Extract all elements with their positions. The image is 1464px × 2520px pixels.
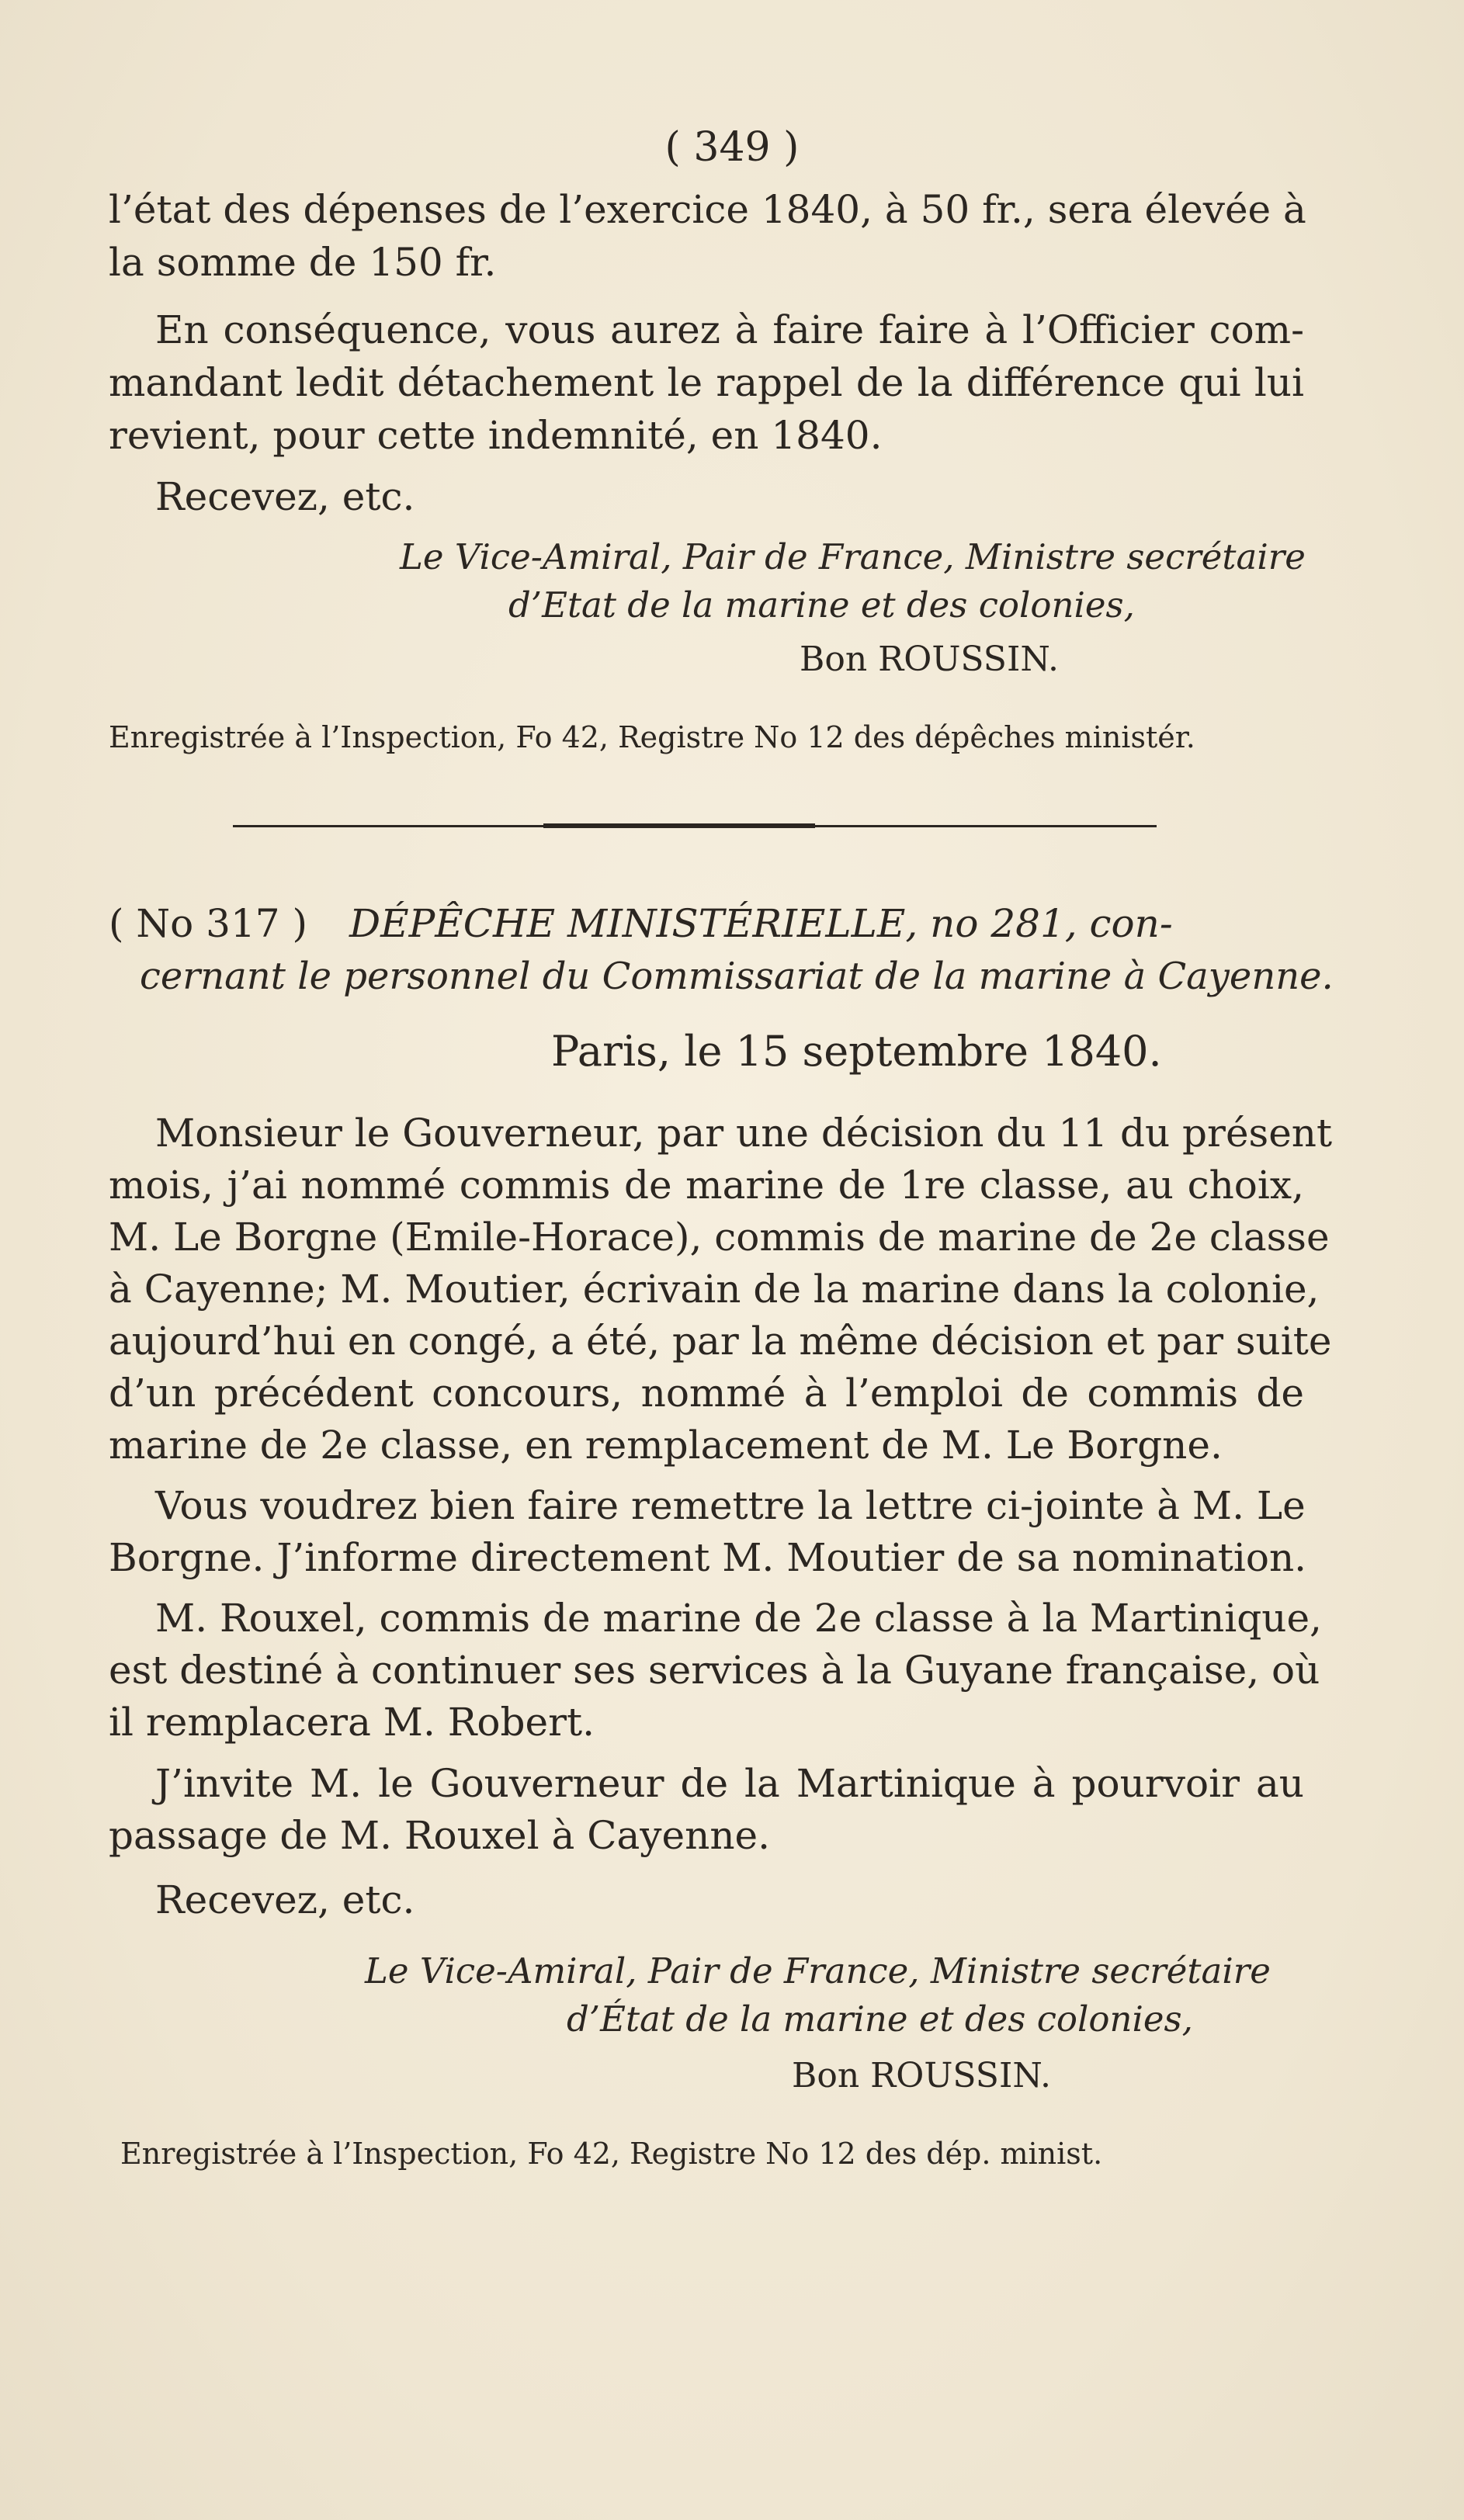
text-line: passage de M. Rouxel à Cayenne. bbox=[109, 1813, 771, 1858]
registration-note: Enregistrée à l’Inspection, Fo 42, Registre No 12 des dép. minist. bbox=[120, 2137, 1103, 2171]
dispatch-number: ( No 317 ) bbox=[109, 901, 307, 946]
text-line: M. Le Borgne (Emile-Horace), commis de marine de 2e classe bbox=[109, 1215, 1330, 1260]
dispatch-title: cernant le personnel du Commissariat de la marine à Cayenne. bbox=[140, 955, 1334, 998]
signature-title: Le Vice-Amiral, Pair de France, Ministre secrétaire bbox=[365, 1950, 1271, 1991]
text-line: M. Rouxel, commis de marine de 2e classe à la Martinique, bbox=[155, 1596, 1322, 1641]
text-line: En conséquence, vous aurez à faire faire à l’Officier com- bbox=[155, 307, 1304, 352]
text-line: à Cayenne; M. Moutier, écrivain de la marine dans la colonie, bbox=[109, 1267, 1320, 1312]
signature-title: d’Etat de la marine et des colonies, bbox=[508, 584, 1135, 626]
closing-formula: Recevez, etc. bbox=[155, 1877, 415, 1922]
closing-formula: Recevez, etc. bbox=[155, 474, 415, 519]
registration-note: Enregistrée à l’Inspection, Fo 42, Registre No 12 des dépêches ministér. bbox=[109, 720, 1195, 754]
page-number: ( 349 ) bbox=[664, 124, 800, 171]
text-line: Monsieur le Gouverneur, par une décision du 11 du présent bbox=[155, 1111, 1333, 1156]
text-line: marine de 2e classe, en remplacement de M. Le Borgne. bbox=[109, 1423, 1223, 1468]
signature-title: Le Vice-Amiral, Pair de France, Ministre secrétaire bbox=[400, 536, 1306, 577]
signature-name: Bon ROUSSIN. bbox=[792, 2056, 1051, 2095]
text-line: J’invite M. le Gouverneur de la Martinique à pourvoir au bbox=[155, 1761, 1304, 1806]
text-line: aujourd’hui en congé, a été, par la même décision et par suite bbox=[109, 1319, 1332, 1364]
text-line: d’un précédent concours, nommé à l’emploi de commis de bbox=[109, 1371, 1304, 1416]
text-line: mois, j’ai nommé commis de marine de 1re classe, au choix, bbox=[109, 1163, 1304, 1208]
signature-name: Bon ROUSSIN. bbox=[800, 640, 1059, 679]
text-line: mandant ledit détachement le rappel de la différence qui lui bbox=[109, 360, 1304, 405]
signature-title: d’État de la marine et des colonies, bbox=[567, 1998, 1193, 2040]
text-line: revient, pour cette indemnité, en 1840. bbox=[109, 413, 883, 458]
text-line: la somme de 150 fr. bbox=[109, 240, 497, 285]
dispatch-title: DÉPÊCHE MINISTÉRIELLE, no 281, con- bbox=[349, 901, 1173, 946]
text-line: est destiné à continuer ses services à la Guyane française, où bbox=[109, 1648, 1320, 1693]
text-line: Vous voudrez bien faire remettre la lettre ci-jointe à M. Le bbox=[155, 1483, 1306, 1528]
separator-ornament bbox=[543, 823, 815, 828]
text-line: l’état des dépenses de l’exercice 1840, à 50 fr., sera élevée à bbox=[109, 187, 1306, 232]
text-line: Borgne. J’informe directement M. Moutier de sa nomination. bbox=[109, 1535, 1307, 1580]
place-date: Paris, le 15 septembre 1840. bbox=[551, 1027, 1162, 1076]
text-line: il remplacera M. Robert. bbox=[109, 1700, 595, 1745]
